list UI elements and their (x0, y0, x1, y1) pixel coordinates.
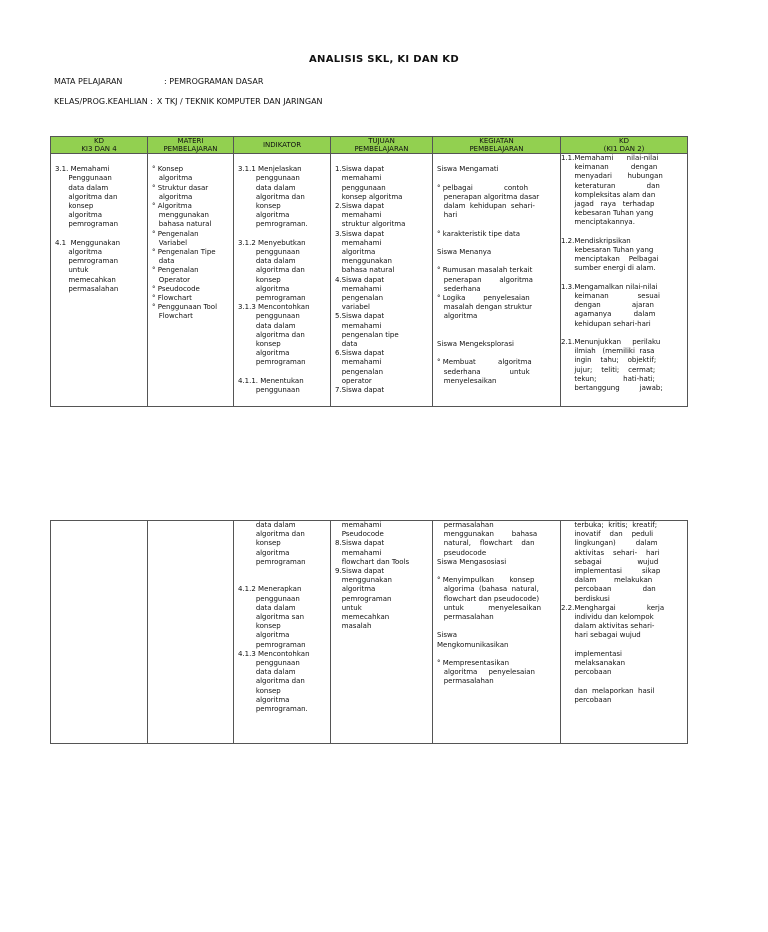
cell-materi (148, 521, 234, 744)
cell-indikator: data dalam algoritma dan konsep algoritma pemrograman 4.1.2 Menerapkan penggunaan data dalam algoritma san konsep algoritma pemrograman 4.1.3 Mencontohkan penggunaan data dalam algoritma dan konsep algoritma pemrograman. (234, 521, 331, 744)
cell-kd-ki1-ki2: 1.1.Memahami nilai-nilai keimanan dengan menyadari hubungan keteraturan dan kompleksitas alam dan jagad raya terhadap kebesaran Tuhan yang menciptakannya. 1.2.Mendiskripsikan kebesaran Tuhan yang menciptakan Pelbagai sumber energi di alam. 1.3.Mengamalkan nilai-nilai keimanan sesuai dengan ajaran agamanya dalam kehidupan sehari-hari 2.1.Menunjukkan perilaku ilmiah (memiliki rasa ingin tahu; objektif; jujur; teliti; cermat; tekun; hati-hati; bertanggung jawab; (561, 154, 688, 407)
header-materi: MATERI PEMBELAJARAN (148, 137, 234, 154)
header-tujuan: TUJUAN PEMBELAJARAN (331, 137, 433, 154)
analysis-table-page-1 (50, 136, 688, 407)
header-kd-ki1-ki2: KD (KI1 DAN 2) (561, 137, 688, 154)
class-row (54, 97, 323, 106)
cell-kd-ki1-ki2: terbuka; kritis; kreatif; inovatif dan peduli lingkungan) dalam aktivitas sehari- hari sebagai wujud implementasi sikap dalam melakukan percobaan dan berdiskusi 2.2.Menghargai kerja individu dan kelompok dalam aktivitas sehari- hari sebagai wujud implementasi melaksanakan percobaan dan melaporkan hasil percobaan (561, 521, 688, 744)
class-label: KELAS/PROG.KEAHLIAN : (54, 97, 153, 106)
class-value: X TKJ / TEKNIK KOMPUTER DAN JARINGAN (156, 97, 323, 106)
document-title: ANALISIS SKL, KI DAN KD (309, 54, 459, 65)
header-kegiatan: KEGIATAN PEMBELAJARAN (433, 137, 561, 154)
table-row (51, 154, 688, 407)
subject-value: : PEMROGRAMAN DASAR (164, 77, 264, 86)
cell-kegiatan: permasalahan menggunakan bahasa natural, flowchart dan pseudocode Siswa Mengasosiasi ° Menyimpulkan konsep algorima (bahasa natural, flowchart dan pseudocode) untuk menyelesaikan permasalahan Siswa Mengkomunikasikan ° Mempresentasikan algoritma penyelesaian permasalahan (433, 521, 561, 744)
cell-tujuan: memahami Pseudocode 8.Siswa dapat memahami flowchart dan Tools 9.Siswa dapat menggunakan algoritma pemrograman untuk memecahkan masalah (331, 521, 433, 744)
subject-label: MATA PELAJARAN (54, 77, 123, 86)
table-row (51, 521, 688, 744)
header-indikator: INDIKATOR (234, 137, 331, 154)
cell-kd-ki3-ki4: 3.1. Memahami Penggunaan data dalam algoritma dan konsep algoritma pemrograman 4.1 Menggunakan algoritma pemrograman untuk memecahkan permasalahan (51, 154, 148, 407)
subject-row (54, 77, 263, 86)
cell-indikator: 3.1.1 Menjelaskan penggunaan data dalam algoritma dan konsep algoritma pemrograman. 3.1.2 Menyebutkan penggunaan data dalam algoritma dan konsep algoritma pemrograman 3.1.3 Mencontohkan penggunaan data dalam algoritma dan konsep algoritma pemrograman 4.1.1. Menentukan penggunaan (234, 154, 331, 407)
header-kd-ki3-ki4: KD KI3 DAN 4 (51, 137, 148, 154)
cell-kd-ki3-ki4 (51, 521, 148, 744)
analysis-table-page-2 (50, 520, 688, 744)
cell-tujuan: 1.Siswa dapat memahami penggunaan konsep algoritma 2.Siswa dapat memahami struktur algoritma 3.Siswa dapat memahami algoritma menggunakan bahasa natural 4.Siswa dapat memahami pengenalan variabel 5.Siswa dapat memahami pengenalan tipe data 6.Siswa dapat memahami pengenalan operator 7.Siswa dapat (331, 154, 433, 407)
cell-kegiatan: Siswa Mengamati ° pelbagai contoh penerapan algoritma dasar dalam kehidupan sehari- hari ° karakteristik tipe data Siswa Menanya ° Rumusan masalah terkait penerapan algoritma sederhana ° Logika penyelesaian masalah dengan struktur algoritma Siswa Mengeksplorasi ° Membuat algoritma sederhana untuk menyelesaikan (433, 154, 561, 407)
cell-materi: ° Konsep algoritma ° Struktur dasar algoritma ° Algoritma menggunakan bahasa natural ° Pengenalan Variabel ° Pengenalan Tipe data ° Pengenalan Operator ° Pseudocode ° Flowchart ° Penggunaan Tool Flowchart (148, 154, 234, 407)
